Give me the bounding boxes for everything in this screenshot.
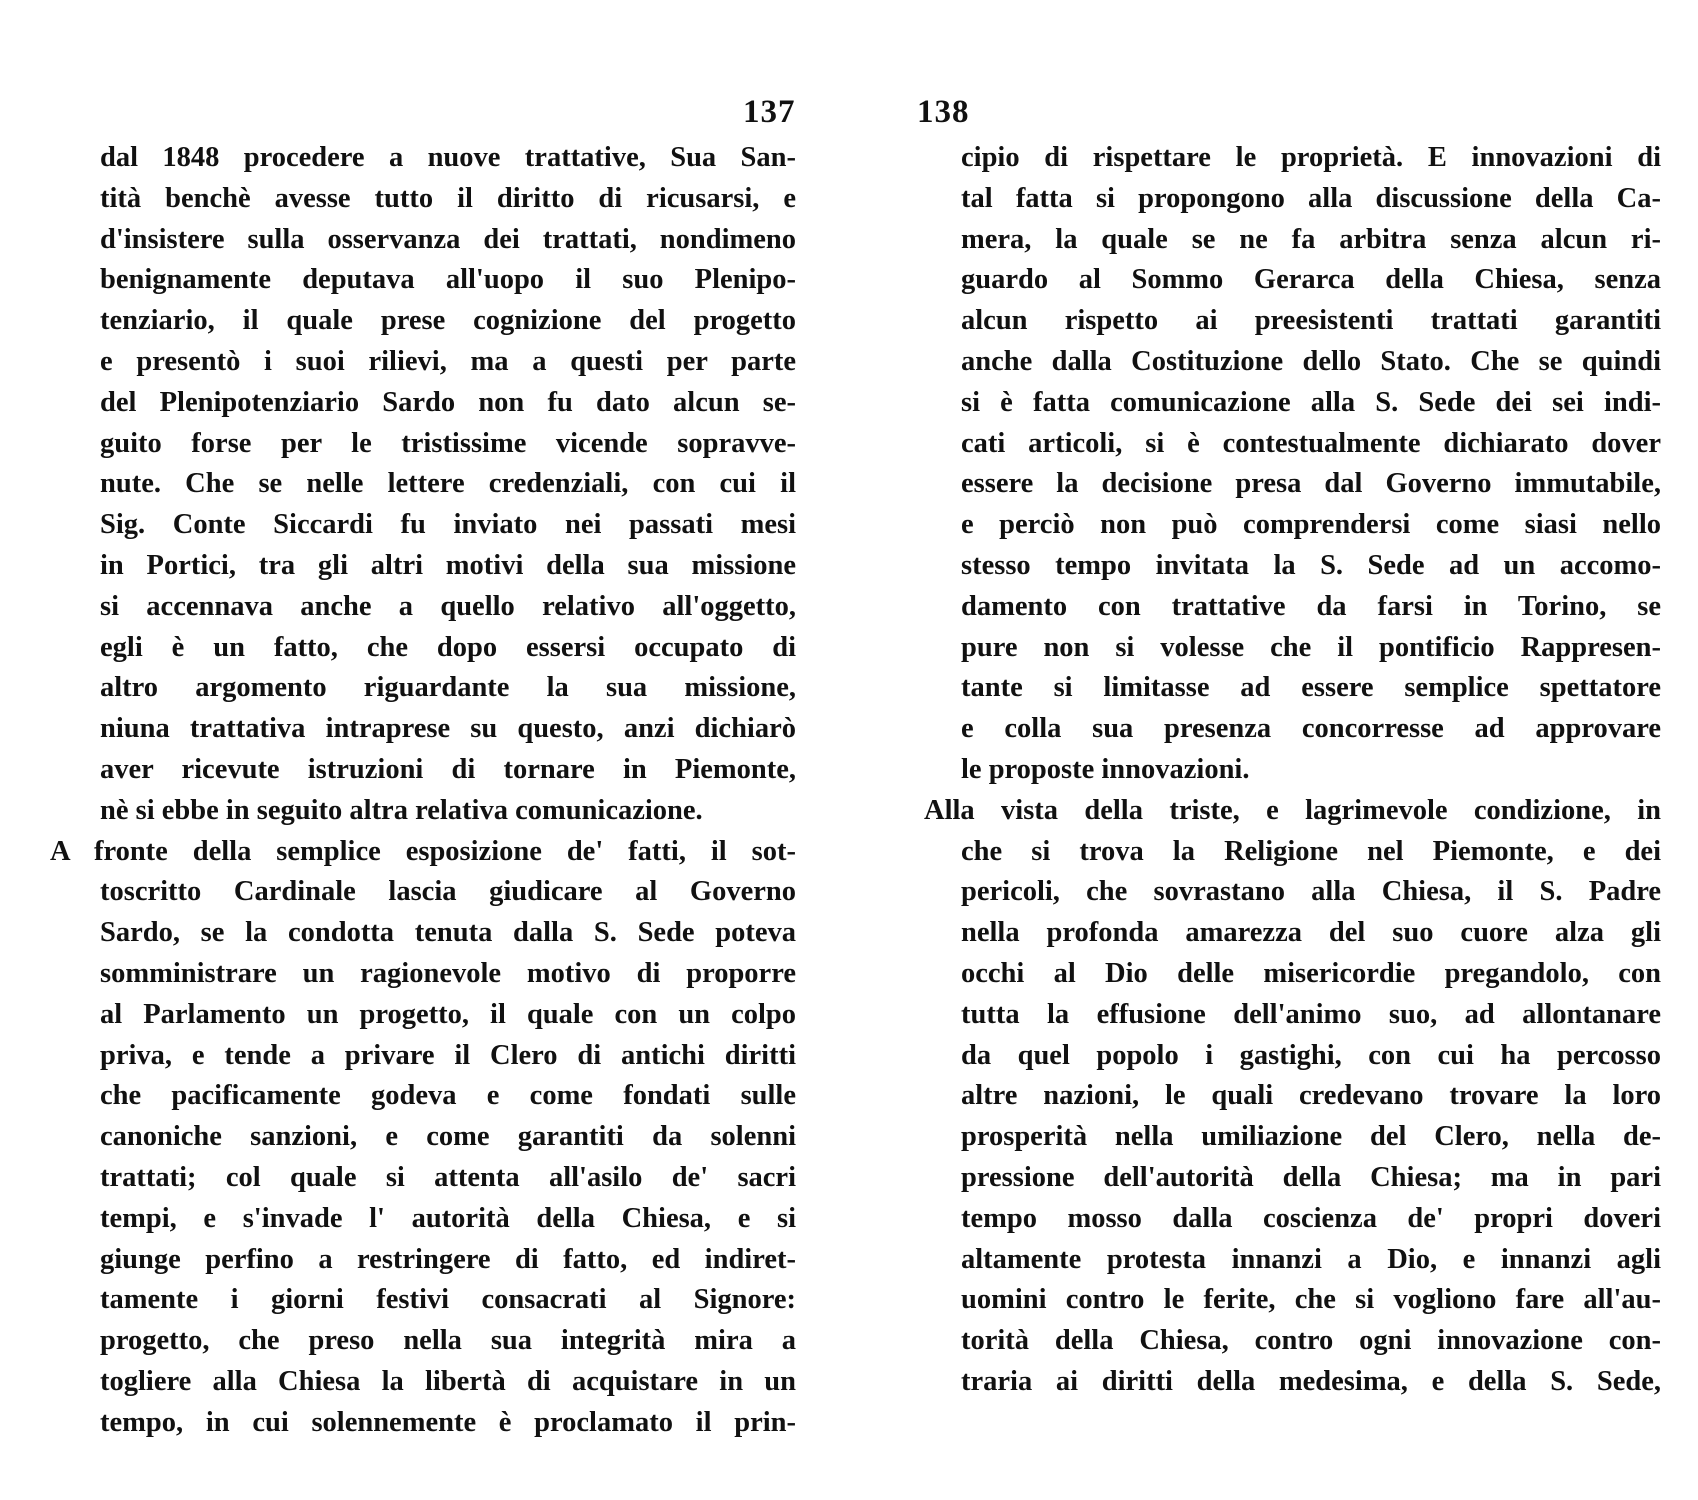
text-line: alcun rispetto ai preesistenti trattati garantiti: [961, 305, 1661, 337]
text-line: prosperità nella umiliazione del Clero, nella de-: [961, 1121, 1661, 1153]
text-line: pure non si volesse che il pontificio Rappresen-: [961, 631, 1661, 663]
text-line: cipio di rispettare le proprietà. E innovazioni di: [961, 142, 1661, 173]
text-line: tamente i giorni festivi consacrati al Signore:: [100, 1284, 796, 1316]
text-line: tutta la effusione dell'animo suo, ad allontanare: [961, 998, 1661, 1030]
text-line: trattati; col quale si attenta all'asilo de' sacri: [100, 1161, 796, 1193]
text-line: del Plenipotenziario Sardo non fu dato alcun se-: [100, 386, 796, 418]
text-line: tempo, in cui solennemente è proclamato il prin-: [100, 1406, 796, 1438]
text-line: pericoli, che sovrastano alla Chiesa, il S. Padre: [961, 876, 1661, 908]
text-line: cati articoli, si è contestualmente dichiarato dover: [961, 427, 1661, 459]
text-line: che pacificamente godeva e come fondati sulle: [100, 1080, 796, 1112]
text-line: tempo mosso dalla coscienza de' propri doveri: [961, 1202, 1661, 1234]
text-line: che si trova la Religione nel Piemonte, e dei: [961, 835, 1661, 867]
text-line: guardo al Sommo Gerarca della Chiesa, senza: [961, 264, 1661, 296]
text-line: dal 1848 procedere a nuove trattative, Sua San-: [100, 142, 796, 173]
paragraph-start-line: Alla vista della triste, e lagrimevole condizione, in: [924, 794, 1661, 826]
text-line: al Parlamento un progetto, il quale con un colpo: [100, 998, 796, 1030]
text-line: uomini contro le ferite, che si vogliono fare all'au-: [961, 1284, 1661, 1316]
text-line: guito forse per le tristissime vicende sopravve-: [100, 427, 796, 459]
text-line: tal fatta si propongono alla discussione della Ca-: [961, 182, 1661, 214]
text-line: si accennava anche a quello relativo all'oggetto,: [100, 590, 796, 622]
text-line: niuna trattativa intraprese su questo, anzi dichiarò: [100, 713, 796, 745]
text-line: priva, e tende a privare il Clero di antichi diritti: [100, 1039, 796, 1071]
text-line: si è fatta comunicazione alla S. Sede dei sei indi-: [961, 386, 1661, 418]
text-line: anche dalla Costituzione dello Stato. Che se quindi: [961, 345, 1661, 377]
text-line: altamente protesta innanzi a Dio, e innanzi agli: [961, 1243, 1661, 1275]
text-line: pressione dell'autorità della Chiesa; ma in pari: [961, 1161, 1661, 1193]
text-line: da quel popolo i gastighi, con cui ha percosso: [961, 1039, 1661, 1071]
text-line: mera, la quale se ne fa arbitra senza alcun ri-: [961, 223, 1661, 255]
text-line: progetto, che preso nella sua integrità mira a: [100, 1325, 796, 1357]
text-line: le proposte innovazioni.: [961, 753, 1250, 785]
text-line: Sardo, se la condotta tenuta dalla S. Sede poteva: [100, 917, 796, 949]
text-line: altro argomento riguardante la sua missione,: [100, 672, 796, 704]
text-line: benignamente deputava all'uopo il suo Plenipo-: [100, 264, 796, 296]
text-line: in Portici, tra gli altri motivi della sua missione: [100, 549, 796, 581]
left-page-number: 137: [743, 94, 796, 130]
text-line: nella profonda amarezza del suo cuore alza gli: [961, 917, 1661, 949]
text-line: giunge perfino a restringere di fatto, ed indiret-: [100, 1243, 796, 1275]
text-line: egli è un fatto, che dopo essersi occupato di: [100, 631, 796, 663]
right-page-text: [924, 138, 1661, 1403]
text-line: toscritto Cardinale lascia giudicare al Governo: [100, 876, 796, 908]
text-line: canoniche sanzioni, e come garantiti da solenni: [100, 1121, 796, 1153]
text-line: nute. Che se nelle lettere credenziali, con cui il: [100, 468, 796, 500]
text-line: d'insistere sulla osservanza dei trattati, nondimeno: [100, 223, 796, 255]
left-page-text: [50, 138, 796, 1444]
text-line: stesso tempo invitata la S. Sede ad un accomo-: [961, 549, 1661, 581]
text-line: tenziario, il quale prese cognizione del progetto: [100, 305, 796, 337]
text-line: occhi al Dio delle misericordie pregandolo, con: [961, 957, 1661, 989]
text-line: essere la decisione presa dal Governo immutabile,: [961, 468, 1661, 500]
text-line: togliere alla Chiesa la libertà di acquistare in un: [100, 1365, 796, 1397]
text-line: e presentò i suoi rilievi, ma a questi per parte: [100, 345, 796, 377]
right-page: [849, 0, 1698, 1500]
text-line: e colla sua presenza concorresse ad approvare: [961, 713, 1661, 745]
text-line: somministrare un ragionevole motivo di proporre: [100, 957, 796, 989]
text-line: tante si limitasse ad essere semplice spettatore: [961, 672, 1661, 704]
text-line: aver ricevute istruzioni di tornare in Piemonte,: [100, 753, 796, 785]
text-line: damento con trattative da farsi in Torino, se: [961, 590, 1661, 622]
right-page-number: 138: [917, 94, 970, 130]
text-line: tità benchè avesse tutto il diritto di ricusarsi, e: [100, 182, 796, 214]
text-line: torità della Chiesa, contro ogni innovazione con-: [961, 1325, 1661, 1357]
text-line: e perciò non può comprendersi come siasi nello: [961, 509, 1661, 541]
text-line: traria ai diritti della medesima, e della S. Sede,: [961, 1365, 1661, 1397]
paragraph-start-line: A fronte della semplice esposizione de' fatti, il sot-: [50, 835, 796, 867]
text-line: altre nazioni, le quali credevano trovare la loro: [961, 1080, 1661, 1112]
text-line: Sig. Conte Siccardi fu inviato nei passati mesi: [100, 509, 796, 541]
text-line: tempi, e s'invade l' autorità della Chiesa, e si: [100, 1202, 796, 1234]
text-line: nè si ebbe in seguito altra relativa comunicazione.: [100, 794, 703, 826]
